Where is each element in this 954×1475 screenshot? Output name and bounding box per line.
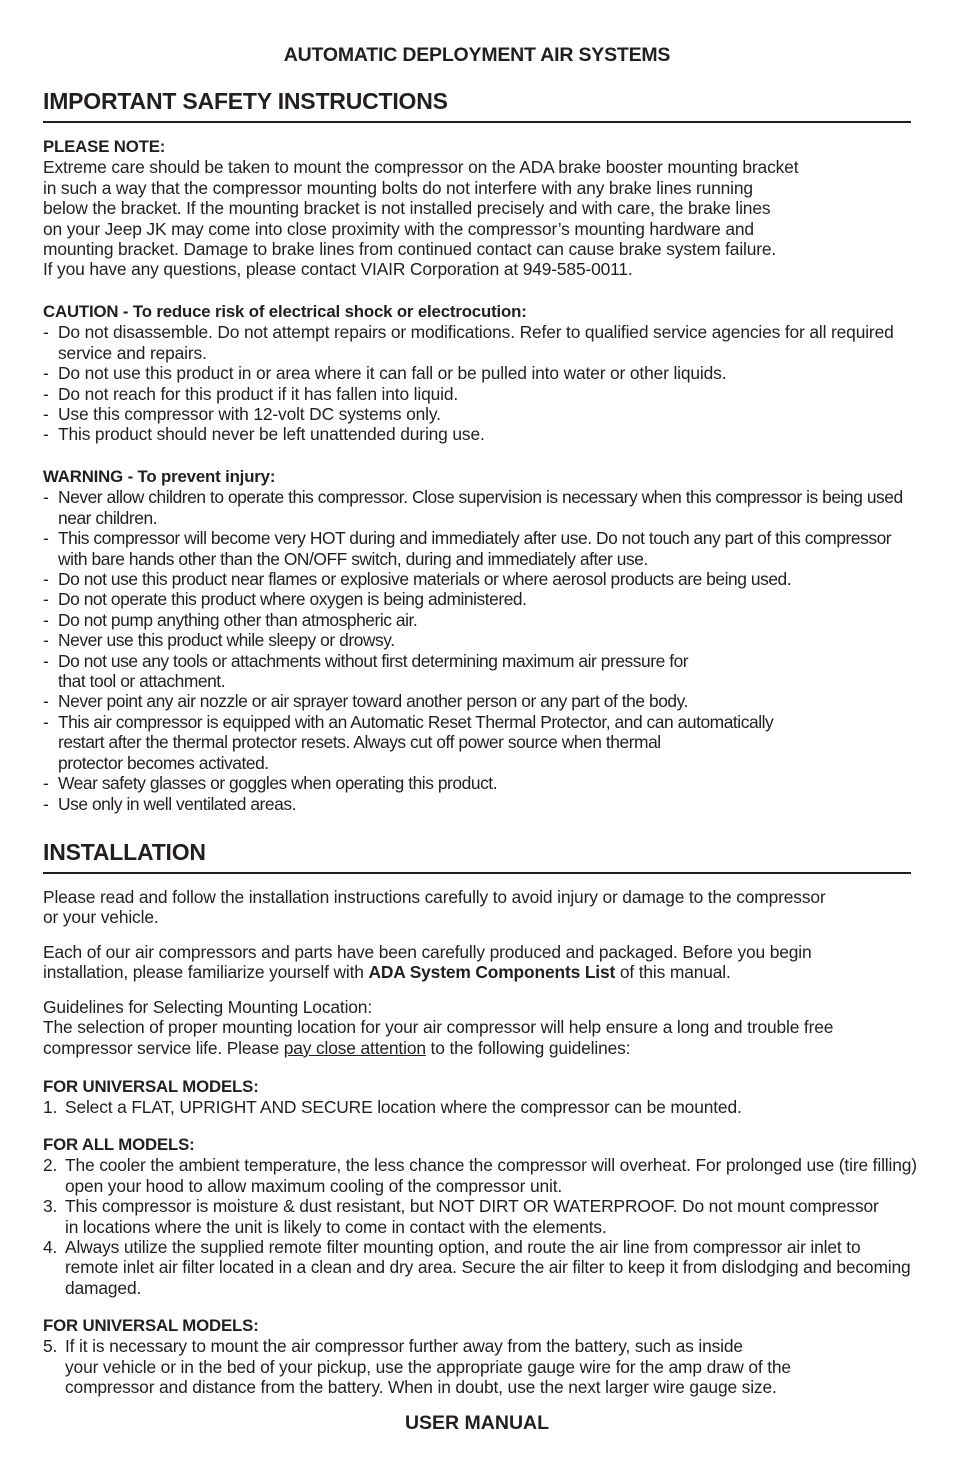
warning-item: - Do not pump anything other than atmospheric air.: [43, 609, 418, 630]
warning-block: [43, 467, 923, 814]
footer-label: USER MANUAL: [404, 1412, 550, 1434]
guidelines-block: [43, 997, 923, 1058]
installation-intro: Please read and follow the installation instructions carefully to avoid injury or damage to the compressor or your vehicle.: [43, 887, 826, 928]
numbered-item: 4. Always utilize the supplied remote filter mounting option, and route the air line from compressor air inlet to remote inlet air filter located in a clean and dry area. Secure the air filter to keep it from dislodging and becoming damaged.: [43, 1237, 911, 1298]
please-note-line: in such a way that the compressor mounting bolts do not interfere with any brake lines running: [43, 177, 753, 198]
please-note-line: If you have any questions, please contact VIAIR Corporation at 949-585-0011.: [43, 259, 633, 280]
installation-section-title: INSTALLATION: [43, 839, 911, 874]
numbered-item: 2. The cooler the ambient temperature, the less chance the compressor will overheat. For prolonged use (tire filling) open your hood to allow maximum cooling of the compressor unit.: [43, 1155, 917, 1196]
all-models-heading: FOR ALL MODELS:: [43, 1135, 195, 1154]
warning-item: - Never use this product while sleepy or drowsy.: [43, 630, 395, 651]
warning-item: - This air compressor is equipped with an Automatic Reset Thermal Protector, and can automatically restart after the thermal protector resets. Always cut off power source when thermal protector becomes activated.: [43, 711, 774, 773]
guidelines-text: The selection of proper mounting location for your air compressor will help ensure a long and trouble free compressor service life. Please pay close attention to the following guidelines:: [43, 1017, 834, 1058]
caution-item: - Do not disassemble. Do not attempt repairs or modifications. Refer to qualified service agencies for all required service and repairs.: [43, 322, 894, 363]
please-note-line: mounting bracket. Damage to brake lines from continued contact can cause brake system failure.: [43, 239, 777, 260]
please-note-line: Extreme care should be taken to mount the compressor on the ADA brake booster mounting bracket: [43, 157, 799, 178]
warning-item: - Use only in well ventilated areas.: [43, 793, 296, 814]
warning-item: - Do not use this product near flames or explosive materials or where aerosol products are being used.: [43, 569, 792, 590]
warning-heading: WARNING - To prevent injury:: [43, 467, 276, 486]
numbered-item: 1. Select a FLAT, UPRIGHT AND SECURE location where the compressor can be mounted.: [43, 1097, 742, 1118]
please-note-block: [43, 137, 923, 280]
all-models-block: [43, 1135, 923, 1298]
guidelines-heading: Guidelines for Selecting Mounting Location:: [43, 997, 373, 1017]
please-note-heading: PLEASE NOTE:: [43, 137, 166, 156]
warning-item: - Never allow children to operate this compressor. Close supervision is necessary when this compressor is being used near children.: [43, 487, 903, 528]
caution-item: - This product should never be left unattended during use.: [43, 424, 485, 445]
pay-close-attention-text: pay close attention: [283, 1037, 426, 1058]
please-note-line: below the bracket. If the mounting bracket is not installed precisely and with care, the brake lines: [43, 198, 771, 219]
document-header-title: AUTOMATIC DEPLOYMENT AIR SYSTEMS: [283, 44, 671, 66]
please-note-line: on your Jeep JK may come into close proximity with the compressor’s mounting hardware and: [43, 218, 754, 239]
warning-item: - Do not operate this product where oxygen is being administered.: [43, 589, 527, 610]
caution-item: - Do not reach for this product if it has fallen into liquid.: [43, 383, 459, 404]
safety-section-title: IMPORTANT SAFETY INSTRUCTIONS: [43, 88, 911, 123]
universal-models-heading: FOR UNIVERSAL MODELS:: [43, 1077, 259, 1096]
numbered-item: 5. If it is necessary to mount the air compressor further away from the battery, such as inside your vehicle or in the bed of your pickup, use the appropriate gauge wire for the amp draw of the compressor and distance from the battery. When in doubt, use the next larger wire gauge size.: [43, 1336, 791, 1398]
caution-block: [43, 302, 923, 445]
universal-models-block-1: [43, 1077, 923, 1118]
warning-item: - Do not use any tools or attachments without first determining maximum air pressure for that tool or attachment.: [43, 650, 689, 692]
installation-components-paragraph: Each of our air compressors and parts have been carefully produced and packaged. Before you begin installation, please familiarize yourself with ADA System Components List of this manual.: [43, 942, 812, 983]
components-list-reference: ADA System Components List: [368, 962, 616, 983]
caution-item: - Use this compressor with 12-volt DC systems only.: [43, 404, 441, 425]
caution-heading: CAUTION - To reduce risk of electrical shock or electrocution:: [43, 302, 527, 321]
universal-models-block-2: [43, 1316, 923, 1398]
warning-item: - This compressor will become very HOT during and immediately after use. Do not touch any part of this compressor with bare hands other than the ON/OFF switch, during and immediately after use.: [43, 528, 892, 569]
warning-item: - Wear safety glasses or goggles when operating this product.: [43, 773, 498, 794]
caution-item: - Do not use this product in or area where it can fall or be pulled into water or other liquids.: [43, 363, 727, 384]
universal-models-heading: FOR UNIVERSAL MODELS:: [43, 1316, 259, 1335]
numbered-item: 3. This compressor is moisture & dust resistant, but NOT DIRT OR WATERPROOF. Do not mount compressor in locations where the unit is likely to come in contact with the elements.: [43, 1196, 879, 1237]
warning-item: - Never point any air nozzle or air sprayer toward another person or any part of the body.: [43, 691, 688, 712]
